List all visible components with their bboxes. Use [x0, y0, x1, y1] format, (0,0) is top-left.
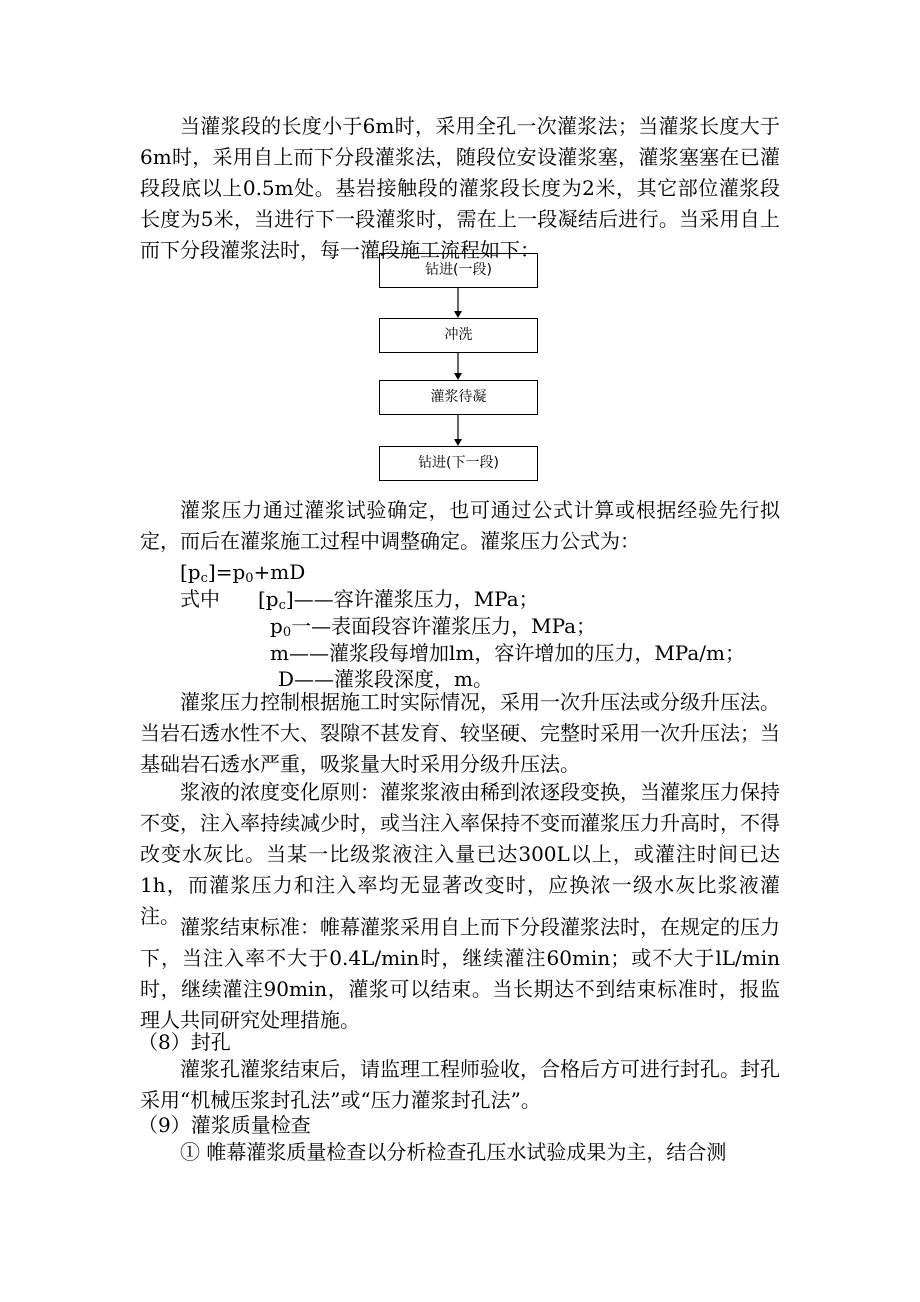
definition-d: D——灌浆段深度，m。: [278, 667, 493, 691]
formula-where-label: 式中: [180, 587, 220, 611]
paragraph-grouting-method: 当灌浆段的长度小于6m时，采用全孔一次灌浆法；当灌浆长度大于6m时，采用自上而下分段灌浆法，随段位安设灌浆塞，灌浆塞塞在已灌段段底以上0.5m处。基岩接触段的灌浆段长度为2米，其它部位灌浆段长度为5米，当进行下一段灌浆时，需在上一段凝结后进行。当采用自上而下分段灌浆法时，每一灌段施工流程如下：: [140, 114, 780, 262]
heading-quality-check: （9）灌浆质量检查: [138, 1113, 311, 1137]
definition-p0: $p_0$一—表面段容许灌浆压力，MPa；: [270, 614, 597, 640]
flow-arrowhead: [454, 439, 462, 446]
paragraph-sealing: 灌浆孔灌浆结束后，请监理工程师验收，合格后方可进行封孔。封孔采用“机械压浆封孔法”或“压力灌浆封孔法”。: [140, 1057, 780, 1112]
paragraph-slurry-concentration: 浆液的浓度变化原则：灌浆浆液由稀到浓逐段变换，当灌浆压力保持不变，注入率持续减少时，或当注入率保持不变而灌浆压力升高时，不得改变水灰比。当某一比级浆液注入量已达300L以上，或灌注时间已达1h，而灌浆压力和注入率均无显著改变时，应换浓一级水灰比浆液灌注。: [140, 780, 780, 928]
definition-m: m——灌浆段每增加lm，容许增加的压力，MPa/m；: [270, 641, 745, 665]
flow-step-flush: 冲洗: [379, 318, 538, 353]
pressure-formula: $[p_c]=p_0+mD$: [180, 560, 306, 586]
flow-step-drill-first: 钻进(一段): [379, 253, 538, 288]
flow-arrows: [0, 0, 920, 520]
paragraph-end-criteria: 灌浆结束标准：帷幕灌浆采用自上而下分段灌浆法时，在规定的压力下，当注入率不大于0.4L/min时，继续灌注60min；或不大于lL/min时，继续灌注90min，灌浆可以结束。当长期达不到结束标准时，报监理人共同研究处理措施。: [140, 915, 780, 1032]
paragraph-quality-check-item-1: ① 帷幕灌浆质量检查以分析检查孔压水试验成果为主，结合测: [180, 1140, 727, 1164]
paragraph-pressure-control: 灌浆压力控制根据施工时实际情况，采用一次升压法或分级升压法。当岩石透水性不大、裂隙不甚发育、较坚硬、完整时采用一次升压法；当基础岩石透水严重，吸浆量大时采用分级升压法。: [140, 690, 780, 776]
paragraph-pressure-intro: 灌浆压力通过灌浆试验确定，也可通过公式计算或根据经验先行拟定，而后在灌浆施工过程中调整确定。灌浆压力公式为：: [140, 498, 780, 553]
flow-step-drill-next: 钻进(下一段): [379, 446, 538, 481]
definition-pc: $[p_c]——$容许灌浆压力，MPa；: [258, 587, 539, 613]
flow-arrowhead: [454, 311, 462, 318]
flow-arrowhead: [454, 373, 462, 380]
heading-sealing: （8）封孔: [138, 1030, 231, 1054]
flow-step-grout-set: 灌浆待凝: [379, 380, 538, 415]
